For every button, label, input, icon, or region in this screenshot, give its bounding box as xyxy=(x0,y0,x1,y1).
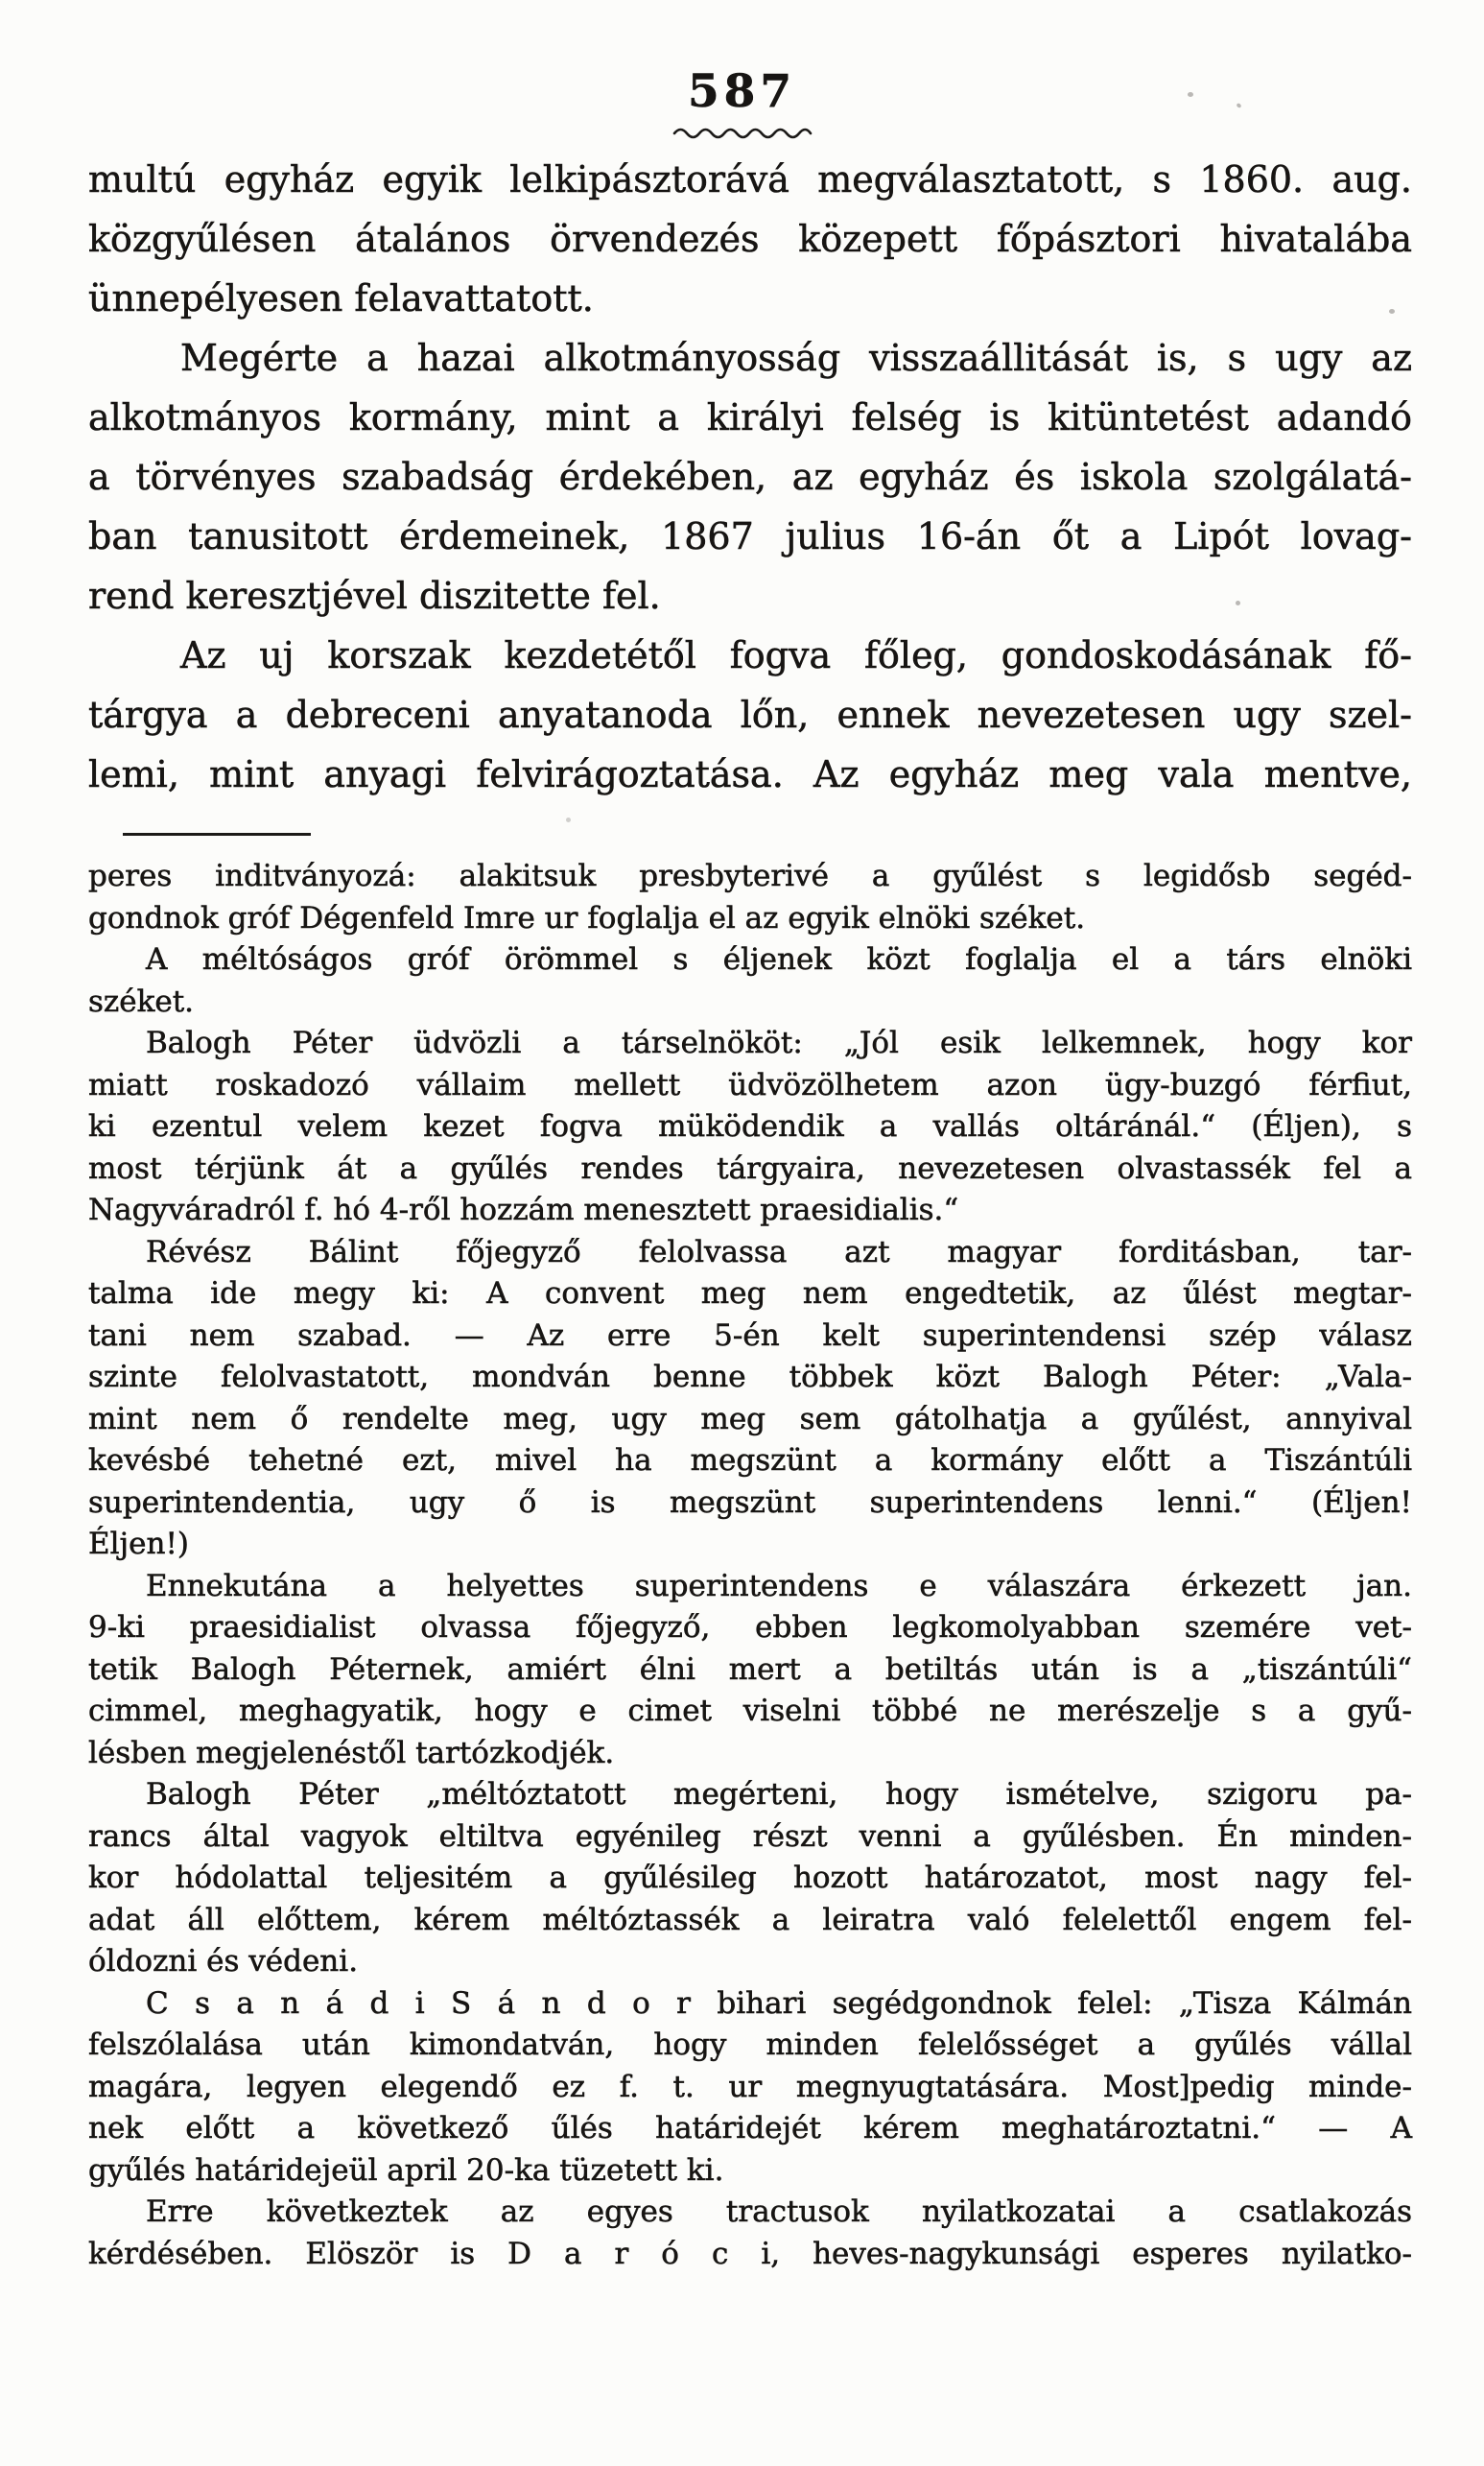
text-line: most térjünk át a gyűlés rendes tárgyaira, nevezetesen olvastassék fel a xyxy=(88,1150,1412,1186)
text-line: lésben megjelenéstől tartózkodjék. xyxy=(88,1735,615,1770)
text-line: Balogh Péter „méltóztatott megérteni, hogy ismételve, szigoru pa- xyxy=(146,1777,1412,1812)
text-line: gondnok gróf Dégenfeld Imre ur foglalja el az egyik elnöki széket. xyxy=(88,900,1086,936)
text-line: superintendentia, ugy ő is megszünt superintendens lenni.“ (Éljen! xyxy=(88,1484,1412,1520)
text-line: adat áll előttem, kérem méltóztassék a leiratra való felelettől engem fel- xyxy=(88,1902,1412,1937)
text-line: rend keresztjével diszitette fel. xyxy=(88,575,661,617)
text-line: A méltóságos gróf örömmel s éljenek közt foglalja el a társ elnöki xyxy=(146,942,1412,977)
scan-artifact xyxy=(1236,601,1240,605)
text-line: Balogh Péter üdvözli a társelnököt: „Jól esik lelkemnek, hogy kor xyxy=(146,1026,1412,1060)
text-line: a törvényes szabadság érdekében, az egyház és iskola szolgálatá- xyxy=(88,456,1412,498)
text-line: rancs által vagyok eltiltva egyénileg részt venni a gyűlésben. Én minden- xyxy=(88,1818,1412,1854)
scan-artifact xyxy=(566,818,571,822)
text-line: közgyűlésen átalános örvendezés közepett főpásztori hivatalába xyxy=(88,218,1412,260)
text-line: tárgya a debreceni anyatanoda lőn, ennek nevezetesen ugy szel- xyxy=(88,694,1412,736)
text-line: szinte felolvastatott, mondván benne többek közt Balogh Péter: „Vala- xyxy=(88,1360,1412,1394)
text-line: felszólalása után kimondatván, hogy minden felelősséget a gyűlés vállal xyxy=(88,2027,1412,2062)
text-line: óldozni és védeni. xyxy=(88,1944,359,1979)
text-line: lemi, mint anyagi felvirágoztatása. Az egyház meg vala mentve, xyxy=(88,753,1412,795)
text-line: kérdésében. Elöször is D a r ó c i, heves-nagykunsági esperes nyilatko- xyxy=(88,2236,1412,2271)
text-line: cimmel, meghagyatik, hogy e cimet viselni többé ne merészelje s a gyű- xyxy=(88,1694,1412,1728)
text-line: tetik Balogh Péternek, amiért élni mert a betiltás után is a „tiszántúli“ xyxy=(88,1651,1412,1687)
text-line: 9-ki praesidialist olvassa főjegyző, ebben legkomolyabban szemére vet- xyxy=(88,1610,1412,1645)
main-text-block xyxy=(88,150,1412,804)
text-line: tani nem szabad. — Az erre 5-én kelt superintendensi szép válasz xyxy=(88,1317,1412,1353)
text-line: alkotmányos kormány, mint a királyi felség is kitüntetést adandó xyxy=(88,396,1412,439)
text-line: Nagyváradról f. hó 4-ről hozzám menesztett praesidialis.“ xyxy=(88,1193,959,1227)
text-line: Megérte a hazai alkotmányosság visszaállitását is, s ugy az xyxy=(180,337,1412,379)
text-line: talma ide megy ki: A convent meg nem engedtetik, az űlést megtar- xyxy=(88,1276,1412,1311)
scan-artifact xyxy=(1188,92,1193,97)
text-line: multú egyház egyik lelkipásztorává megválasztatott, s 1860. aug. xyxy=(88,158,1412,201)
text-line: C s a n á d i S á n d o r bihari segédgondnok felel: „Tisza Kálmán xyxy=(146,1985,1412,2021)
page-number: 587 xyxy=(687,65,797,118)
page-number-wavy-rule xyxy=(671,123,813,140)
text-line: mint nem ő rendelte meg, ugy meg sem gátolhatja a gyűlést, annyival xyxy=(88,1401,1412,1436)
scan-artifact xyxy=(1389,309,1395,314)
text-line: ki ezentul velem kezet fogva müködendik a vallás oltáránál.“ (Éljen), s xyxy=(88,1109,1412,1144)
footnote-text-block xyxy=(88,856,1412,2275)
text-line: Révész Bálint főjegyző felolvassa azt magyar forditásban, tar- xyxy=(146,1234,1412,1269)
text-line: peres inditványozá: alakitsuk presbyterivé a gyűlést s legidősb segéd- xyxy=(88,859,1412,893)
text-line: Éljen!) xyxy=(88,1527,190,1561)
text-line: kevésbé tehetné ezt, mivel ha megszünt a kormány előtt a Tiszántúli xyxy=(88,1443,1412,1478)
text-line: ban tanusitott érdemeinek, 1867 julius 16-án őt a Lipót lovag- xyxy=(88,515,1412,557)
text-line: Az uj korszak kezdetétől fogva főleg, gondoskodásának fő- xyxy=(180,634,1412,676)
footnote-separator-rule xyxy=(123,833,311,836)
text-line: magára, legyen elegendő ez f. t. ur megnyugtatására. Most]pedig minde- xyxy=(88,2069,1412,2104)
text-line: széket. xyxy=(88,984,195,1019)
text-line: Ennekutána a helyettes superintendens e válaszára érkezett jan. xyxy=(146,1568,1412,1603)
text-line: ünnepélyesen felavattatott. xyxy=(88,277,594,320)
text-line: gyűlés határidejeül april 20-ka tüzetett ki. xyxy=(88,2152,724,2188)
text-line: nek előtt a következő űlés határidejét kérem meghatároztatni.“ — A xyxy=(88,2111,1412,2146)
text-line: Erre következtek az egyes tractusok nyilatkozatai a csatlakozás xyxy=(146,2194,1412,2229)
text-line: miatt roskadozó vállaim mellett üdvözölhetem azon ügy-buzgó férfiut, xyxy=(88,1067,1412,1103)
text-line: kor hódolattal teljesitém a gyűlésileg hozott határozatot, most nagy fel- xyxy=(88,1861,1412,1895)
